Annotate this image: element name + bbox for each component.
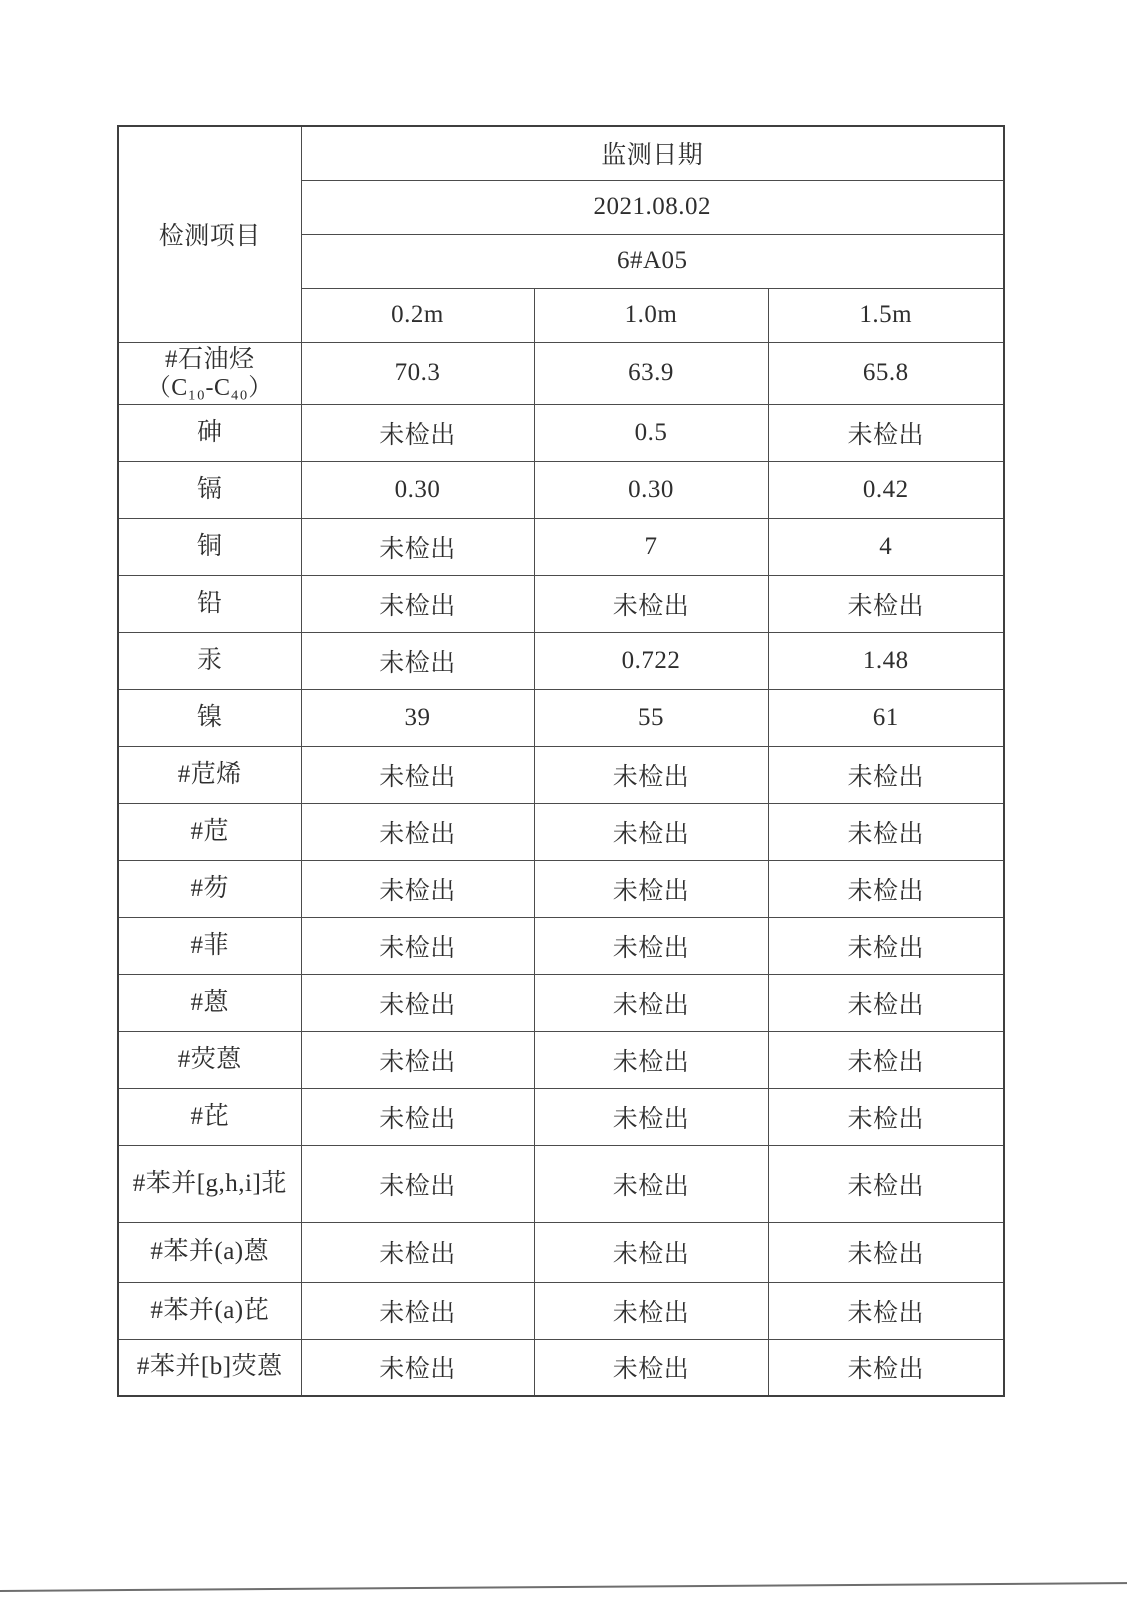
result-value-cell: 0.42 bbox=[768, 461, 1004, 518]
parameter-name: 铜 bbox=[196, 532, 223, 560]
parameter-label-cell bbox=[118, 575, 301, 632]
result-value-cell: 未检出 bbox=[768, 1088, 1004, 1145]
result-value-cell: 未检出 bbox=[768, 1031, 1004, 1088]
parameter-label-cell bbox=[118, 1222, 301, 1282]
parameter-name: #苯并(a)芘 bbox=[150, 1296, 270, 1324]
result-value-cell: 7 bbox=[534, 518, 768, 575]
result-value-cell: 未检出 bbox=[534, 917, 768, 974]
result-value-cell: 未检出 bbox=[768, 1339, 1004, 1396]
sample-id-cell: 6#A05 bbox=[301, 234, 1004, 288]
table-row bbox=[118, 689, 1004, 746]
parameter-label-cell bbox=[118, 1282, 301, 1339]
result-value-cell: 70.3 bbox=[301, 342, 534, 404]
parameter-name: #荧蒽 bbox=[177, 1045, 242, 1073]
results-table-body bbox=[118, 342, 1004, 1396]
result-value-cell: 未检出 bbox=[534, 860, 768, 917]
result-value-cell: 未检出 bbox=[534, 974, 768, 1031]
parameter-name: #芴 bbox=[190, 874, 229, 902]
parameter-label-cell bbox=[118, 1339, 301, 1396]
result-value-cell: 未检出 bbox=[534, 575, 768, 632]
result-value-cell: 未检出 bbox=[301, 404, 534, 461]
parameter-name: 汞 bbox=[196, 646, 223, 674]
result-value-cell: 4 bbox=[768, 518, 1004, 575]
parameter-name: #石油烃 bbox=[164, 345, 255, 373]
result-value-cell: 未检出 bbox=[534, 1088, 768, 1145]
parameter-name: 砷 bbox=[196, 418, 223, 446]
parameter-name: #苯并[g,h,i]苝 bbox=[132, 1169, 287, 1197]
table-row bbox=[118, 1282, 1004, 1339]
depth-column-header: 1.5m bbox=[768, 288, 1004, 342]
parameter-label-cell bbox=[118, 974, 301, 1031]
table-row bbox=[118, 803, 1004, 860]
page-bottom-scan-line bbox=[0, 1582, 1127, 1592]
result-value-cell: 未检出 bbox=[768, 1282, 1004, 1339]
table-row bbox=[118, 1145, 1004, 1222]
parameter-label-cell bbox=[118, 342, 301, 404]
parameter-name: #苯并(a)蒽 bbox=[150, 1238, 270, 1265]
result-value-cell: 39 bbox=[301, 689, 534, 746]
parameter-label-cell bbox=[118, 860, 301, 917]
parameter-label-cell bbox=[118, 404, 301, 461]
table-row bbox=[118, 632, 1004, 689]
table-row bbox=[118, 917, 1004, 974]
result-value-cell: 未检出 bbox=[534, 1222, 768, 1282]
table-row bbox=[118, 860, 1004, 917]
table-row bbox=[118, 746, 1004, 803]
result-value-cell: 未检出 bbox=[301, 746, 534, 803]
result-value-cell: 未检出 bbox=[301, 1088, 534, 1145]
result-value-cell: 未检出 bbox=[301, 1031, 534, 1088]
result-value-cell: 未检出 bbox=[768, 746, 1004, 803]
parameter-name: #菲 bbox=[190, 931, 229, 959]
result-value-cell: 未检出 bbox=[534, 803, 768, 860]
parameter-label-cell bbox=[118, 461, 301, 518]
parameter-label-cell bbox=[118, 1145, 301, 1222]
result-value-cell: 63.9 bbox=[534, 342, 768, 404]
monitoring-date-cell: 2021.08.02 bbox=[301, 180, 1004, 234]
corner-label-cell: 检测项目 bbox=[118, 126, 301, 342]
result-value-cell: 0.722 bbox=[534, 632, 768, 689]
result-value-cell: 未检出 bbox=[534, 1031, 768, 1088]
result-value-cell: 未检出 bbox=[301, 1282, 534, 1339]
parameter-name: #苯并[b]荧蒽 bbox=[136, 1353, 283, 1381]
parameter-name: #芘 bbox=[190, 1102, 229, 1130]
header-title-cell: 监测日期 bbox=[301, 126, 1004, 180]
result-value-cell: 未检出 bbox=[768, 575, 1004, 632]
result-value-cell: 未检出 bbox=[301, 860, 534, 917]
result-value-cell: 未检出 bbox=[301, 518, 534, 575]
parameter-label-cell bbox=[118, 689, 301, 746]
result-value-cell: 0.30 bbox=[534, 461, 768, 518]
table-row bbox=[118, 404, 1004, 461]
table-row bbox=[118, 575, 1004, 632]
parameter-label-cell bbox=[118, 1088, 301, 1145]
result-value-cell: 未检出 bbox=[301, 917, 534, 974]
result-value-cell: 未检出 bbox=[301, 974, 534, 1031]
parameter-name: 铅 bbox=[196, 589, 223, 617]
table-row bbox=[118, 461, 1004, 518]
result-value-cell: 未检出 bbox=[301, 803, 534, 860]
result-value-cell: 未检出 bbox=[768, 1222, 1004, 1282]
result-value-cell: 未检出 bbox=[301, 1339, 534, 1396]
result-value-cell: 未检出 bbox=[768, 404, 1004, 461]
result-value-cell: 未检出 bbox=[301, 632, 534, 689]
result-value-cell: 未检出 bbox=[534, 1145, 768, 1222]
result-value-cell: 未检出 bbox=[301, 1145, 534, 1222]
table-row bbox=[118, 342, 1004, 404]
parameter-label-cell bbox=[118, 632, 301, 689]
parameter-label-cell bbox=[118, 1031, 301, 1088]
result-value-cell: 未检出 bbox=[534, 746, 768, 803]
result-value-cell: 1.48 bbox=[768, 632, 1004, 689]
table-row bbox=[118, 1031, 1004, 1088]
result-value-cell: 未检出 bbox=[768, 917, 1004, 974]
table-row bbox=[118, 974, 1004, 1031]
result-value-cell: 0.5 bbox=[534, 404, 768, 461]
parameter-label-cell bbox=[118, 803, 301, 860]
parameter-label-cell bbox=[118, 746, 301, 803]
table-row bbox=[118, 1222, 1004, 1282]
result-value-cell: 61 bbox=[768, 689, 1004, 746]
depth-column-header: 1.0m bbox=[534, 288, 768, 342]
result-value-cell: 未检出 bbox=[534, 1339, 768, 1396]
table-row bbox=[118, 1339, 1004, 1396]
parameter-name: 镍 bbox=[196, 703, 223, 731]
parameter-name: #蒽 bbox=[190, 988, 229, 1016]
parameter-name: #苊 bbox=[190, 817, 229, 845]
depth-column-header: 0.2m bbox=[301, 288, 534, 342]
parameter-name: #苊烯 bbox=[177, 760, 242, 788]
result-value-cell: 未检出 bbox=[768, 974, 1004, 1031]
parameter-label-cell bbox=[118, 917, 301, 974]
result-value-cell: 未检出 bbox=[534, 1282, 768, 1339]
result-value-cell: 未检出 bbox=[301, 1222, 534, 1282]
table-row bbox=[118, 1088, 1004, 1145]
monitoring-results-table bbox=[117, 125, 1005, 1397]
result-value-cell: 65.8 bbox=[768, 342, 1004, 404]
result-value-cell: 55 bbox=[534, 689, 768, 746]
results-table-header bbox=[118, 126, 1004, 342]
result-value-cell: 未检出 bbox=[301, 575, 534, 632]
result-value-cell: 未检出 bbox=[768, 803, 1004, 860]
parameter-label-cell bbox=[118, 518, 301, 575]
result-value-cell: 未检出 bbox=[768, 860, 1004, 917]
parameter-name: 镉 bbox=[196, 475, 223, 503]
result-value-cell: 未检出 bbox=[768, 1145, 1004, 1222]
result-value-cell: 0.30 bbox=[301, 461, 534, 518]
parameter-name-line2: （C₁₀-C₄₀） bbox=[146, 374, 273, 401]
table-row bbox=[118, 518, 1004, 575]
